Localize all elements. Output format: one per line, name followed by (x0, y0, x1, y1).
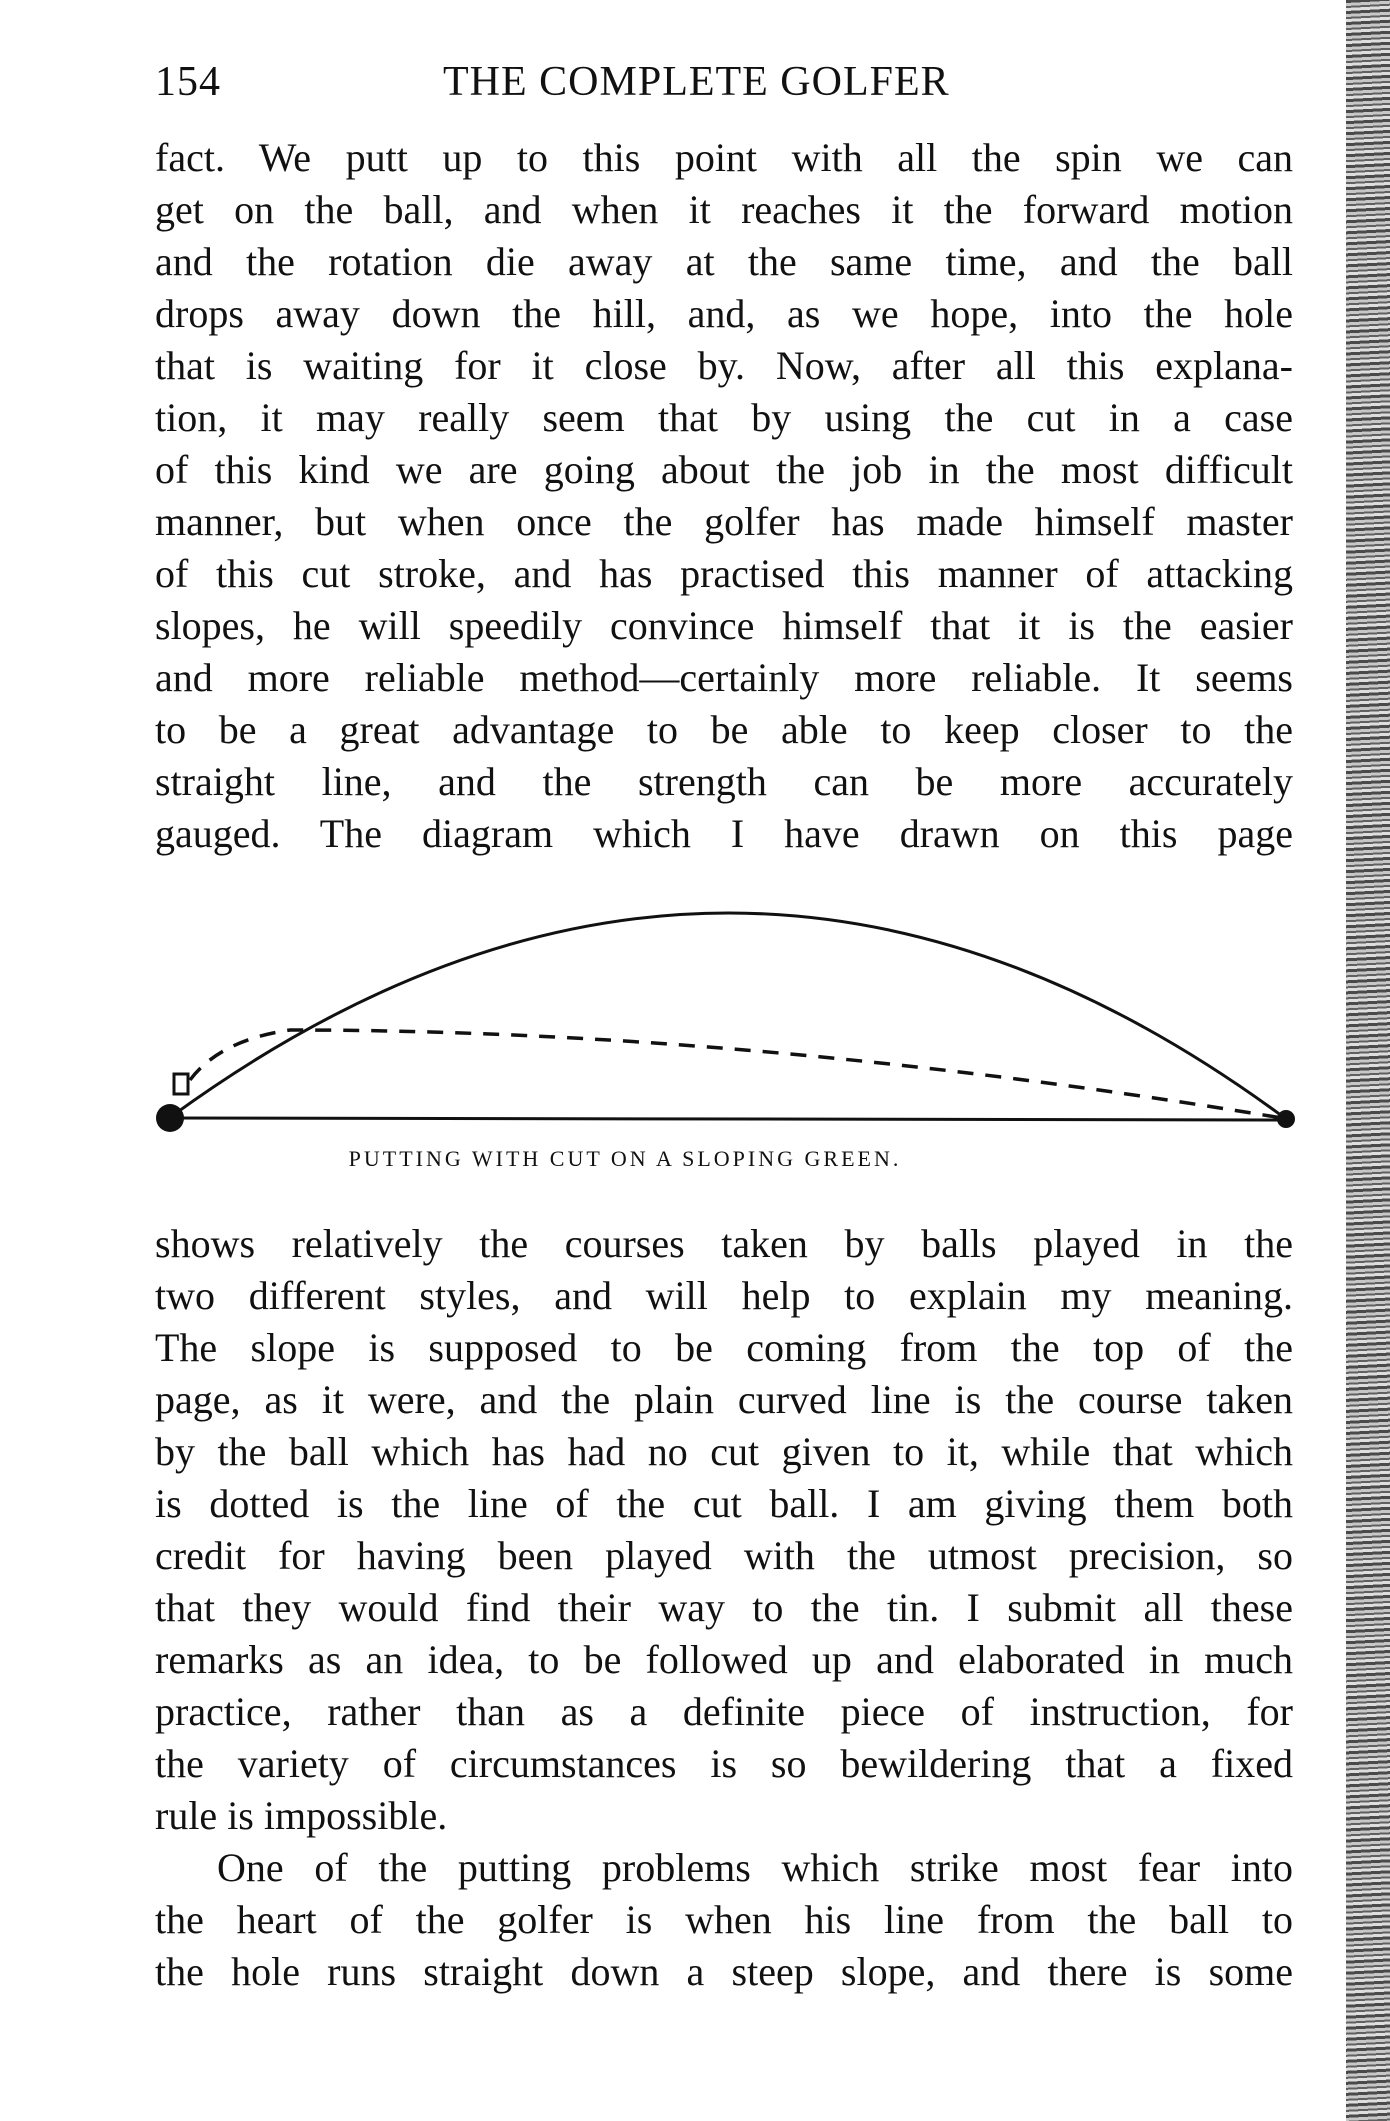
text-line: manner, but when once the golfer has made himself master (155, 499, 1293, 544)
text-line: two different styles, and will help to explain my meaning. (155, 1273, 1293, 1318)
text-line: tion, it may really seem that by using the cut in a case (155, 395, 1293, 440)
text-line: that is waiting for it close by. Now, after all this explana- (155, 343, 1293, 388)
text-line: rule is impossible. (155, 1793, 448, 1838)
text-line: fact. We putt up to this point with all the spin we can (155, 135, 1293, 180)
text-line: the variety of circumstances is so bewildering that a fixed (155, 1741, 1293, 1786)
hole-icon (1277, 1110, 1295, 1128)
paragraph-2 (155, 1218, 1293, 1842)
text-line: shows relatively the courses taken by balls played in the (155, 1221, 1293, 1266)
text-line: by the ball which has had no cut given to it, while that which (155, 1429, 1293, 1474)
text-line: of this cut stroke, and has practised this manner of attacking (155, 551, 1293, 596)
running-header (155, 58, 1295, 118)
plain-curve-path (172, 913, 1282, 1116)
text-line: that they would find their way to the tin. I submit all these (155, 1585, 1293, 1630)
page-edge (1346, 0, 1390, 2121)
text-line: and more reliable method—certainly more reliable. It seems (155, 655, 1293, 700)
text-line: The slope is supposed to be coming from the top of the (155, 1325, 1293, 1370)
text-line: drops away down the hill, and, as we hope, into the hole (155, 291, 1293, 336)
paragraph-1 (155, 132, 1293, 860)
text-line: and the rotation die away at the same time, and the ball (155, 239, 1293, 284)
text-line: credit for having been played with the utmost precision, so (155, 1533, 1293, 1578)
text-line: of this kind we are going about the job in the most difficult (155, 447, 1293, 492)
putting-diagram (150, 880, 1300, 1140)
figure-caption-text: PUTTING WITH CUT ON A SLOPING GREEN. (348, 1146, 902, 1171)
ball-marker-icon (174, 1074, 188, 1094)
text-line: the hole runs straight down a steep slope, and there is some (155, 1949, 1293, 1994)
paragraph-3 (155, 1842, 1293, 1998)
text-line: remarks as an idea, to be followed up and elaborated in much (155, 1637, 1293, 1682)
page-number: 154 (155, 59, 221, 105)
text-line: slopes, he will speedily convince himself that it is the easier (155, 603, 1293, 648)
text-line: gauged. The diagram which I have drawn on this page (155, 811, 1293, 856)
figure-caption (0, 1146, 1390, 1172)
running-title: THE COMPLETE GOLFER (443, 59, 950, 105)
ball-icon (156, 1104, 184, 1132)
baseline-line (170, 1118, 1288, 1120)
text-line: straight line, and the strength can be more accurately (155, 759, 1293, 804)
text-line: One of the putting problems which strike most fear into (217, 1845, 1293, 1890)
cut-ball-dotted-path (190, 1030, 1282, 1118)
text-line: get on the ball, and when it reaches it the forward motion (155, 187, 1293, 232)
text-line: the heart of the golfer is when his line from the ball to (155, 1897, 1293, 1942)
text-line: to be a great advantage to be able to keep closer to the (155, 707, 1293, 752)
text-line: practice, rather than as a definite piece of instruction, for (155, 1689, 1293, 1734)
text-line: page, as it were, and the plain curved line is the course taken (155, 1377, 1293, 1422)
text-line: is dotted is the line of the cut ball. I am giving them both (155, 1481, 1293, 1526)
